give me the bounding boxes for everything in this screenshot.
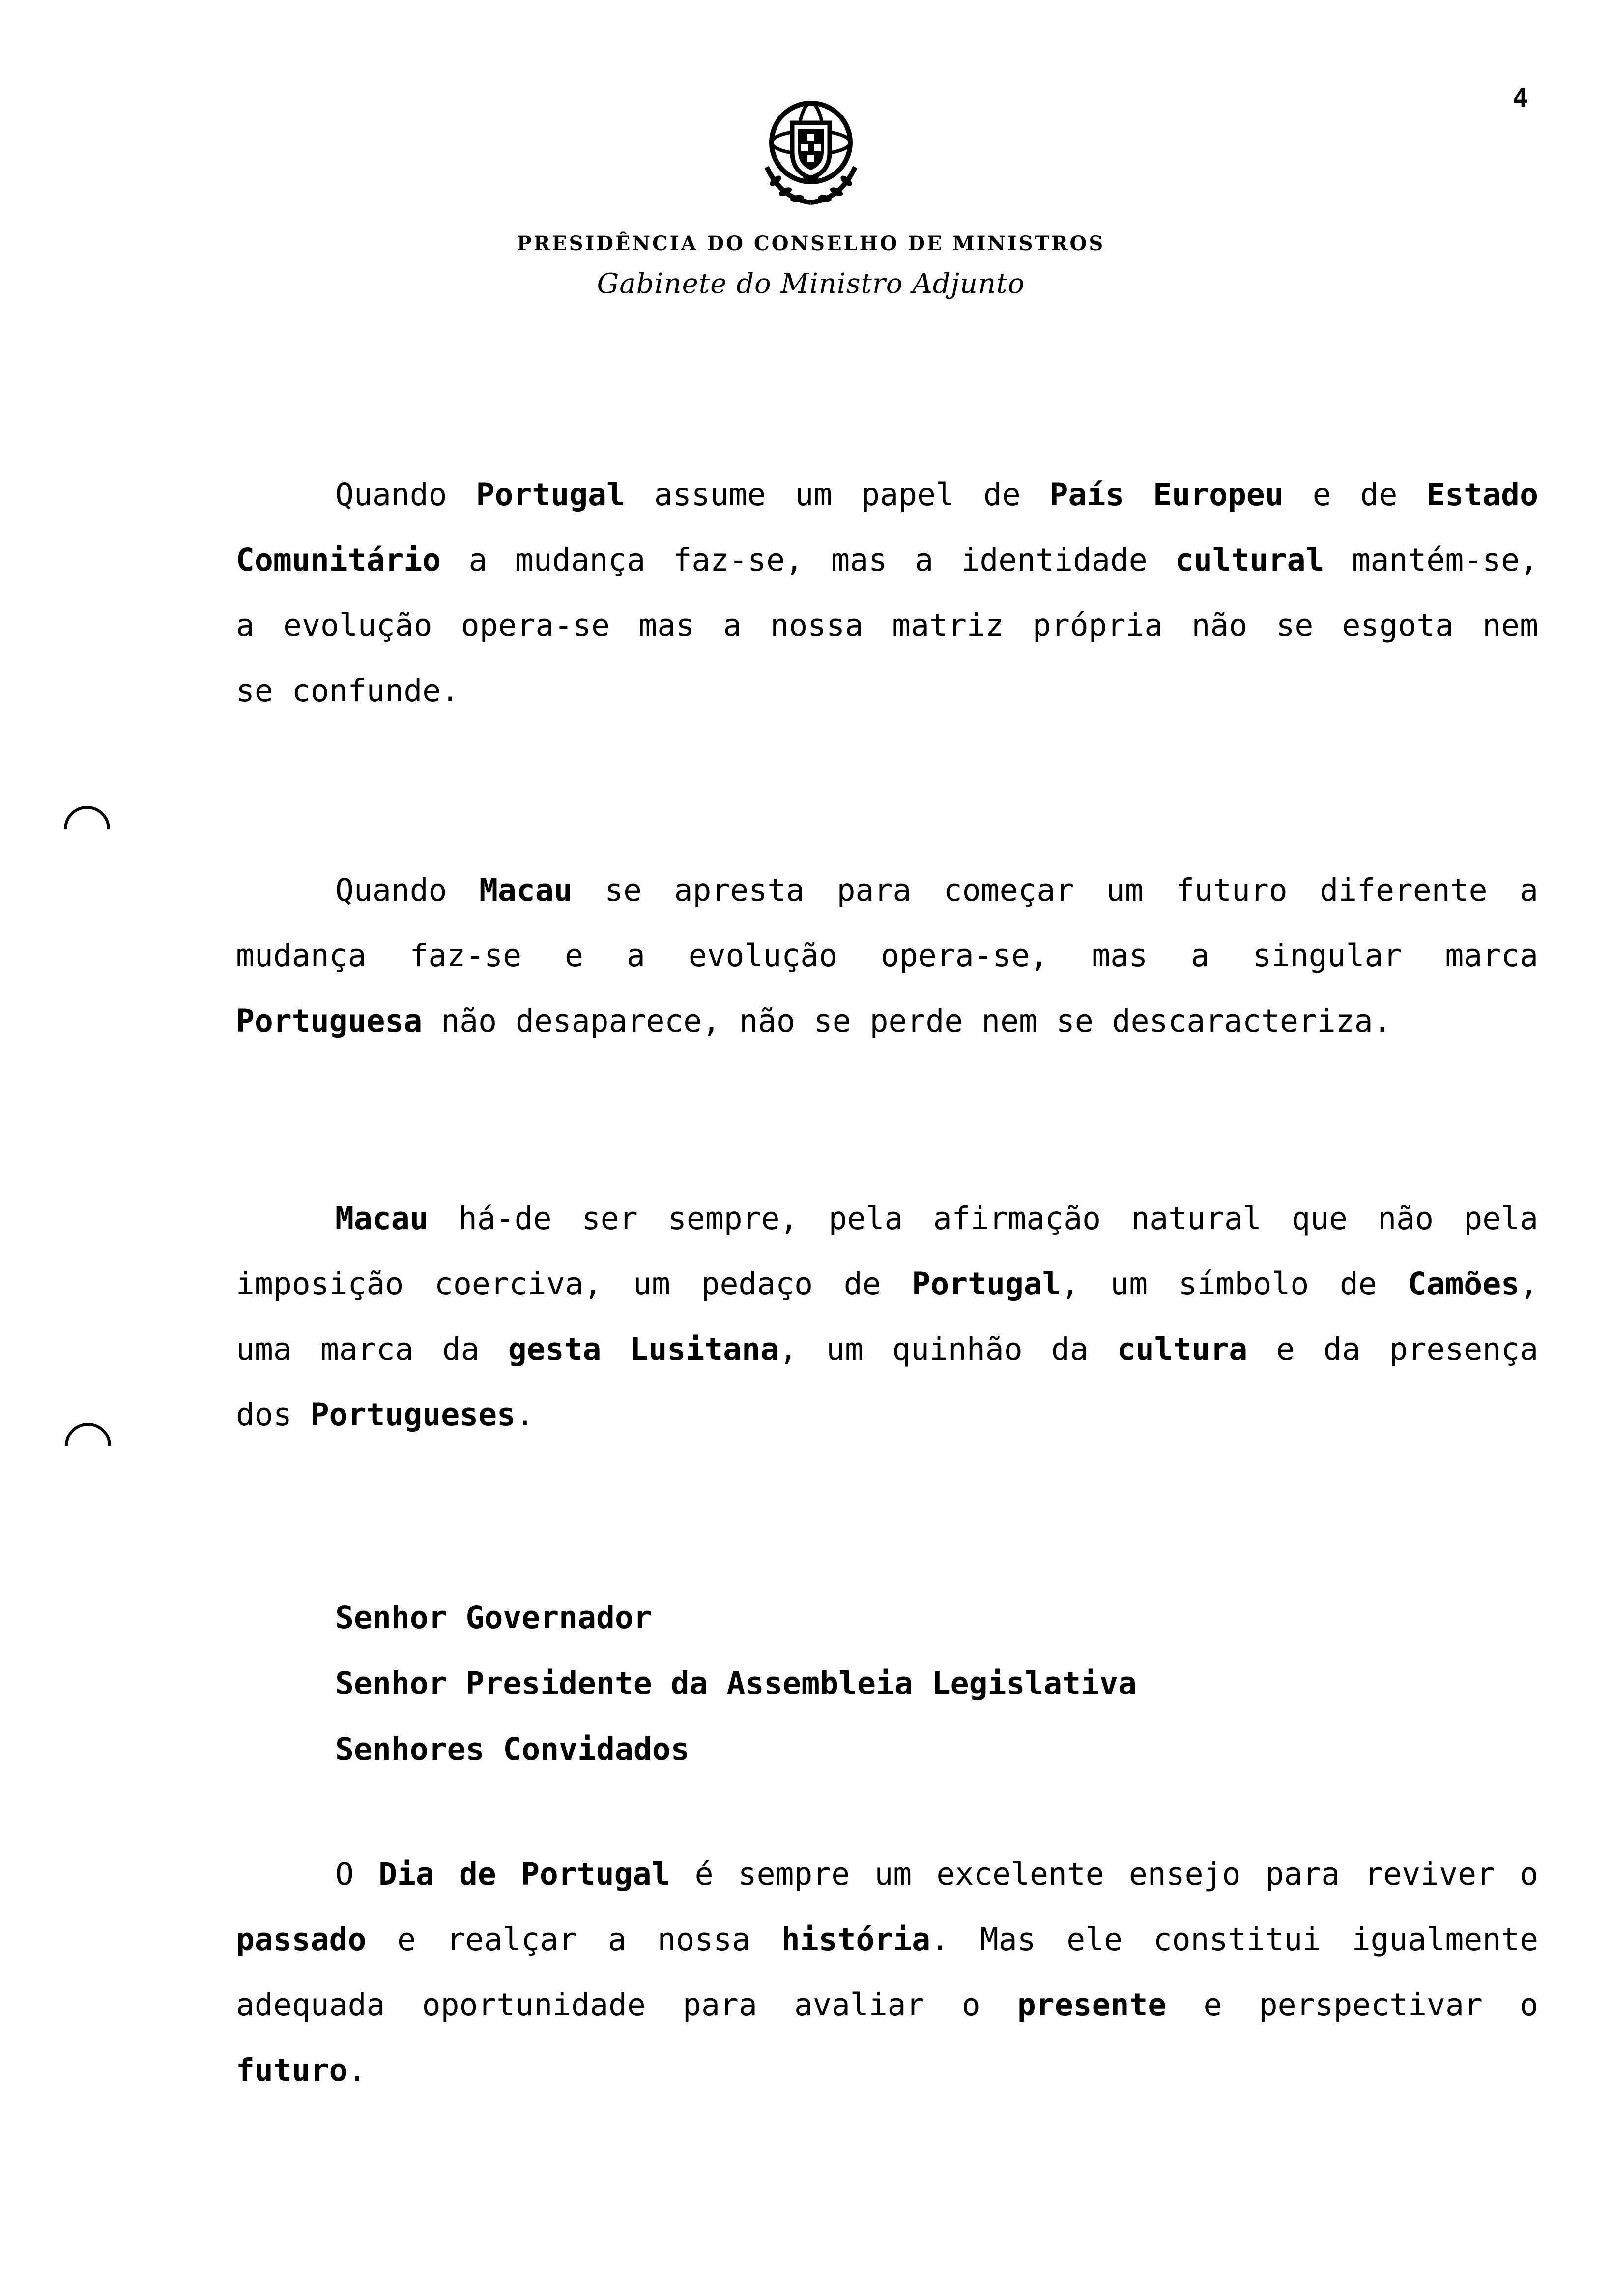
text-run: não desaparece, não se perde nem se descaracteriza. bbox=[422, 1003, 1392, 1039]
text-run: e da presença bbox=[1247, 1331, 1538, 1367]
bold-text: Portuguesa bbox=[236, 1003, 423, 1039]
paragraph-line bbox=[236, 1317, 1538, 1382]
text-run: a evolução opera-se mas a nossa matriz própria não se esgota nem bbox=[236, 607, 1538, 643]
text-run: mantém-se, bbox=[1324, 542, 1538, 578]
paragraph-line bbox=[236, 2038, 1538, 2103]
bold-text: Macau bbox=[479, 872, 573, 908]
bold-text: País Europeu bbox=[1049, 477, 1284, 513]
salutation-guests: Senhores Convidados bbox=[335, 1731, 690, 1767]
paragraph-line bbox=[236, 1251, 1538, 1317]
paragraph-2 bbox=[236, 858, 1538, 1054]
bold-text: cultura bbox=[1117, 1331, 1248, 1367]
text-run: imposição coerciva, um pedaço de bbox=[236, 1266, 912, 1302]
bold-text: passado bbox=[236, 1922, 367, 1957]
bold-text: história bbox=[781, 1922, 931, 1957]
bold-text: presente bbox=[1017, 1987, 1167, 2023]
paragraph-line bbox=[236, 1841, 1538, 1907]
punch-hole-mark bbox=[55, 797, 120, 862]
portuguese-coat-of-arms-icon bbox=[747, 93, 875, 211]
paragraph-line bbox=[236, 1382, 1538, 1447]
bold-text: Camões bbox=[1408, 1266, 1520, 1302]
text-run: é sempre um excelente ensejo para reviver o bbox=[670, 1856, 1538, 1892]
text-run: O bbox=[335, 1856, 379, 1892]
text-run: . bbox=[515, 1397, 534, 1433]
text-run: . Mas ele constitui igualmente bbox=[930, 1922, 1538, 1957]
text-run: uma marca da bbox=[236, 1331, 508, 1367]
bold-text: Dia de Portugal bbox=[378, 1856, 670, 1892]
text-run: Quando bbox=[335, 872, 480, 908]
bold-text: Portugal bbox=[912, 1266, 1061, 1302]
paragraph-line bbox=[236, 1907, 1538, 1972]
text-run: adequada oportunidade para avaliar o bbox=[236, 1987, 1017, 2023]
salutation-governor: Senhor Governador bbox=[335, 1600, 652, 1636]
punch-hole-mark bbox=[56, 1413, 121, 1479]
text-run: e de bbox=[1283, 477, 1427, 513]
text-run: Quando bbox=[335, 477, 476, 513]
paragraph-line bbox=[236, 462, 1538, 527]
salutation-assembly-president: Senhor Presidente da Assembleia Legislativa bbox=[335, 1665, 1137, 1701]
paragraph-line bbox=[236, 658, 1538, 723]
paragraph-line bbox=[236, 527, 1538, 593]
paragraph-line bbox=[236, 1972, 1538, 2038]
text-run: , um símbolo de bbox=[1061, 1266, 1408, 1302]
paragraph-line bbox=[236, 988, 1538, 1054]
bold-text: Estado bbox=[1426, 477, 1538, 513]
paragraph-1 bbox=[236, 462, 1538, 723]
text-run: , bbox=[1520, 1266, 1538, 1302]
text-run: mudança faz-se e a evolução opera-se, mas a singular marca bbox=[236, 938, 1538, 974]
text-run: . bbox=[347, 2052, 367, 2088]
salutations-block bbox=[335, 1585, 1137, 1782]
bold-text: Comunitário bbox=[236, 542, 441, 578]
paragraph-line bbox=[236, 1186, 1538, 1251]
text-run: assume um papel de bbox=[625, 477, 1050, 513]
paragraph-line bbox=[236, 923, 1538, 988]
page-number: 4 bbox=[1513, 84, 1528, 113]
text-run: há-de ser sempre, pela afirmação natural que não pela bbox=[428, 1201, 1538, 1236]
text-run: , um quinhão da bbox=[779, 1331, 1117, 1367]
bold-text: futuro bbox=[236, 2052, 348, 2088]
bold-text: Macau bbox=[335, 1201, 429, 1236]
bold-text: cultural bbox=[1175, 542, 1324, 578]
text-run: se apresta para começar um futuro diferente a bbox=[572, 872, 1538, 908]
bold-text: Portugueses bbox=[310, 1397, 516, 1433]
text-run: e perspectivar o bbox=[1166, 1987, 1538, 2023]
text-run: dos bbox=[236, 1397, 311, 1433]
text-run: a mudança faz-se, mas a identidade bbox=[441, 542, 1175, 578]
text-run: e realçar a nossa bbox=[366, 1922, 781, 1957]
paragraph-4 bbox=[236, 1841, 1538, 2103]
paragraph-line bbox=[236, 593, 1538, 658]
bold-text: Portugal bbox=[476, 477, 625, 513]
paragraph-3 bbox=[236, 1186, 1538, 1447]
paragraph-line bbox=[236, 858, 1538, 923]
bold-text: gesta Lusitana bbox=[508, 1331, 779, 1367]
cabinet-name: Gabinete do Ministro Adjunto bbox=[597, 268, 1025, 300]
organization-name: PRESIDÊNCIA DO CONSELHO DE MINISTROS bbox=[517, 232, 1105, 255]
text-run: se confunde. bbox=[236, 673, 460, 709]
